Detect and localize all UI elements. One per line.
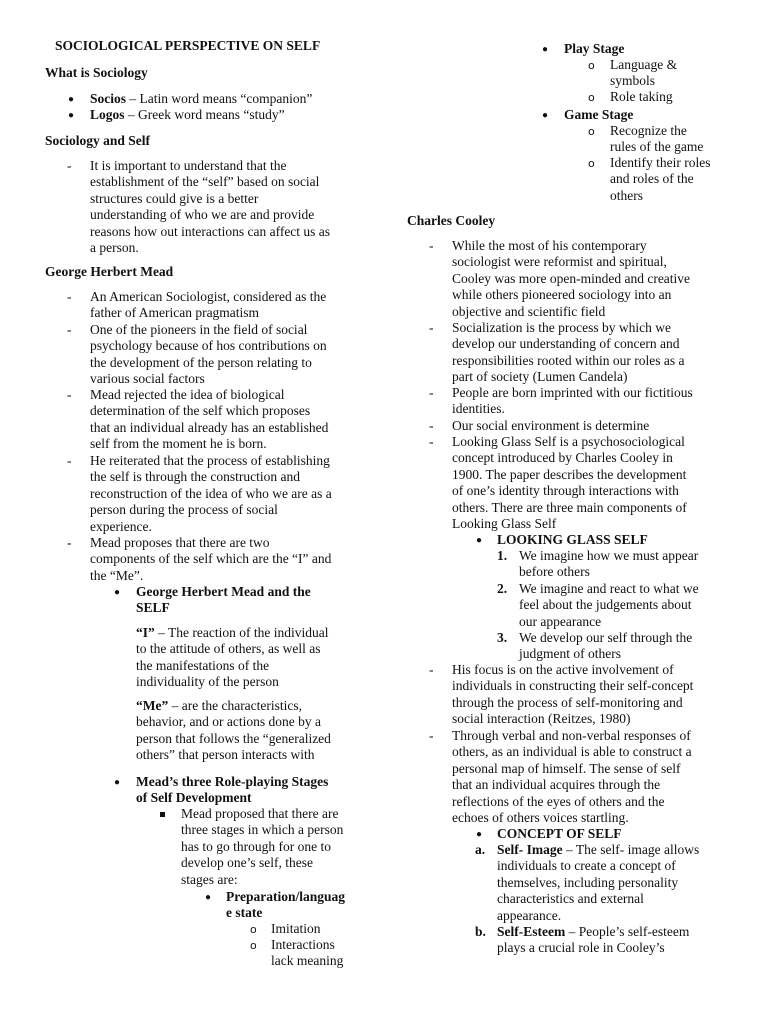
list-item: Role taking [610,89,673,104]
list-item: Language & symbols [610,57,678,89]
circle-bullet-icon: o [588,59,595,72]
dash-icon: - [429,662,434,677]
concept-self-esteem [497,924,689,957]
definition: – Greek word means “study” [124,107,285,122]
list-item: People are born imprinted with our fictitious identities. [452,385,693,417]
bullet-icon: ● [68,110,75,121]
list-item: We develop our self through the judgment of others [519,630,693,662]
page-title: SOCIOLOGICAL PERSPECTIVE ON SELF [55,38,321,53]
term: Socios [90,91,127,106]
list-number: 3. [497,630,508,645]
list-number: 1. [497,548,508,563]
square-bullet-icon [160,812,165,817]
bullet-icon: ● [542,110,549,121]
list-item: While the most of his contemporary sociologist were reformist and spiritual, Cooley was more open-minded and creative while others pioneered sociology into an objective and scientific field [452,238,691,319]
list-item: Recognize the rules of the game [610,123,704,155]
dash-icon: - [67,322,72,337]
definition: – Latin word means “companion” [126,91,313,106]
term: “I” [136,625,155,640]
list-item: Our social environment is determine [452,418,650,433]
subheading-concept-of-self: CONCEPT OF SELF [497,826,622,841]
bullet-icon: ● [476,535,483,546]
list-item: An American Sociologist, considered as the father of American pragmatism [90,289,327,321]
bullet-icon: ● [542,44,549,55]
circle-bullet-icon: o [588,157,595,170]
term: Logos [90,107,125,122]
definition: – People’s self-esteem plays a crucial role in Cooley’s [497,924,690,956]
list-item: His focus is on the active involvement of individuals in constructing their self-concept through the process of self-monitoring and social interaction (Reitzes, 1980) [452,662,694,727]
concept-self-image [497,842,699,924]
list-item: We imagine how we must appear before others [519,548,699,580]
definition: – The self- image allows individuals to create a concept of themselves, including personality characteristics and external appearance. [497,842,700,923]
list-item: Looking Glass Self is a psychosociological concept introduced by Charles Cooley in 1900. The paper describes the development of one’s identity through interactions with others. There are three main components of Looking Glass Self [452,434,687,532]
list-number: 2. [497,581,508,596]
dash-icon: - [67,158,72,173]
list-item: Mead rejected the idea of biological determination of the self which proposes that an individual already has an established self from the moment he is born. [90,387,329,452]
list-letter: b. [475,924,486,939]
list-letter: a. [475,842,486,857]
subheading-mead-and-self: George Herbert Mead and the SELF [136,584,311,616]
stage-play-head: Play Stage [564,41,625,56]
list-item: Through verbal and non-verbal responses of others, as an individual is able to construct a personal map of himself. The sense of self that an individual acquires through the reflections of the eyes of others and the echoes of others voices startling. [452,728,692,826]
term: “Me” [136,698,169,713]
dash-icon: - [429,320,434,335]
paragraph-sociology-self: It is important to understand that the establishment of the “self” based on social structures could give is a better understanding of who we are and provide reasons how out interactions can affect us as a person. [90,158,331,256]
dash-icon: - [67,535,72,550]
list-item: One of the pioneers in the field of social psychology because of hos contributions on the development of the person relating to various social factors [90,322,327,387]
definition-me [136,698,331,764]
list-item: He reiterated that the process of establishing the self is through the construction and reconstruction of the idea of who we are as a person during the process of social experience. [90,453,332,534]
stage-game-head: Game Stage [564,107,634,122]
circle-bullet-icon: o [250,923,257,936]
term: Self- Image [497,842,563,857]
list-item: Mead proposes that there are two components of the self which are the “I” and the “Me”. [90,535,332,583]
dash-icon: - [429,434,434,449]
dash-icon: - [67,453,72,468]
dash-icon: - [429,418,434,433]
bullet-icon: ● [68,94,75,105]
list-item-logos [90,107,285,123]
subheading-looking-glass-self: LOOKING GLASS SELF [497,532,648,547]
circle-bullet-icon: o [588,91,595,104]
subheading-role-playing-stages: Mead’s three Role-playing Stages of Self Development [136,774,329,806]
circle-bullet-icon: o [588,125,595,138]
definition: – are the characteristics, behavior, and or actions done by a person that follows the “generalized others” that person interacts with [136,698,331,763]
list-item: Interactions lack meaning [271,937,344,969]
dash-icon: - [67,289,72,304]
circle-bullet-icon: o [250,939,257,952]
heading-charles-cooley: Charles Cooley [407,213,496,228]
bullet-icon: ● [205,892,212,903]
list-item-socios [90,91,312,107]
definition: – The reaction of the individual to the attitude of others, as well as the manifestations of the individuality of the person [136,625,329,690]
list-item: We imagine and react to what we feel about the judgements about our appearance [519,581,699,629]
dash-icon: - [67,387,72,402]
dash-icon: - [429,728,434,743]
list-item: Socialization is the process by which we develop our understanding of concern and responsibilities rooted within our roles as a part of society (Lumen Candela) [452,320,685,385]
list-item: Imitation [271,921,321,936]
bullet-icon: ● [114,777,121,788]
paragraph-stages: Mead proposed that there are three stages in which a person has to go through for one to develop one’s self, these stages are: [181,806,344,887]
dash-icon: - [429,238,434,253]
stage-preparation-head: Preparation/languag e state [226,889,346,921]
heading-sociology-and-self: Sociology and Self [45,133,151,148]
list-item: Identify their roles and roles of the others [610,155,711,203]
bullet-icon: ● [114,587,121,598]
definition-i [136,625,328,691]
bullet-icon: ● [476,829,483,840]
heading-george-herbert-mead: George Herbert Mead [45,264,174,279]
dash-icon: - [429,385,434,400]
term: Self-Esteem [497,924,566,939]
heading-what-is-sociology: What is Sociology [45,65,148,80]
